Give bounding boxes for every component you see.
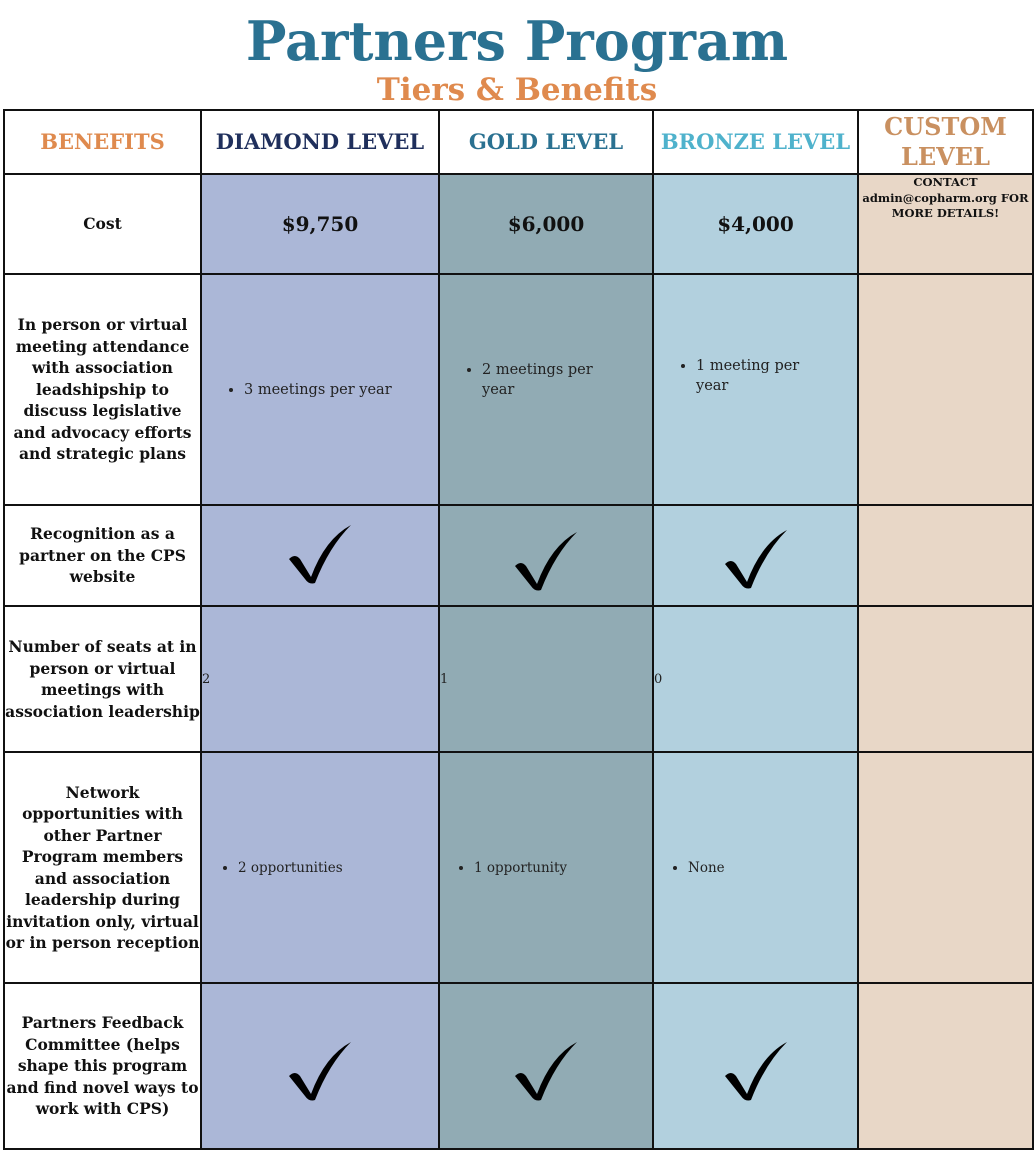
diamond-feedback <box>201 983 439 1149</box>
list-item: • 2 opportunities <box>238 858 438 878</box>
row-label-cost: Cost <box>4 174 201 274</box>
custom-network <box>858 752 1033 983</box>
gold-recognition <box>439 505 653 606</box>
row-label-feedback: Partners Feedback Committee (helps shape this program and find novel ways to work with CPS) <box>4 983 201 1149</box>
checkmark-icon <box>285 1038 355 1104</box>
gold-seats: 1 <box>439 606 653 752</box>
custom-meetings <box>858 274 1033 505</box>
diamond-cost: $9,750 <box>201 174 439 274</box>
checkmark-icon <box>721 1038 791 1104</box>
custom-contact-note <box>858 174 1033 274</box>
bronze-seats: 0 <box>653 606 858 752</box>
diamond-recognition <box>201 505 439 606</box>
checkmark-icon <box>511 528 581 594</box>
table-row-recognition <box>4 505 1033 606</box>
list-item: • 1 meeting per year <box>696 356 817 396</box>
bronze-cost: $4,000 <box>653 174 858 274</box>
custom-contact-text: CONTACT admin@copharm.org FOR MORE DETAILS! <box>862 175 1029 220</box>
header-diamond-level: DIAMOND LEVEL <box>201 110 439 174</box>
table-row-network <box>4 752 1033 983</box>
header-bronze-level: BRONZE LEVEL <box>653 110 858 174</box>
gold-network <box>439 752 653 983</box>
row-label-seats: Number of seats at in person or virtual meetings with association leadership <box>4 606 201 752</box>
header-row <box>4 110 1033 174</box>
bronze-meetings <box>653 274 858 505</box>
header-custom-level: CUSTOM LEVEL <box>858 110 1033 174</box>
custom-seats <box>858 606 1033 752</box>
bronze-feedback <box>653 983 858 1149</box>
gold-feedback <box>439 983 653 1149</box>
list-item: • 3 meetings per year <box>244 380 438 400</box>
table-row-meetings <box>4 274 1033 505</box>
checkmark-icon <box>511 1038 581 1104</box>
checkmark-icon <box>285 521 355 587</box>
list-item: • None <box>688 858 857 878</box>
table-row-seats <box>4 606 1033 752</box>
header-gold-level: GOLD LEVEL <box>439 110 653 174</box>
gold-meetings <box>439 274 653 505</box>
table-row-feedback <box>4 983 1033 1149</box>
gold-cost: $6,000 <box>439 174 653 274</box>
custom-feedback <box>858 983 1033 1149</box>
page-title: Partners Program <box>245 9 789 73</box>
row-label-network: Network opportunities with other Partner Program members and association leadership during invitation only, virtual or in person reception <box>4 752 201 983</box>
custom-recognition <box>858 505 1033 606</box>
bronze-network <box>653 752 858 983</box>
table-row-cost <box>4 174 1033 274</box>
diamond-network <box>201 752 439 983</box>
row-label-recognition: Recognition as a partner on the CPS website <box>4 505 201 606</box>
tiers-table <box>3 109 1034 1150</box>
diamond-seats: 2 <box>201 606 439 752</box>
list-item: • 2 meetings per year <box>482 360 612 400</box>
bronze-recognition <box>653 505 858 606</box>
row-label-meetings: In person or virtual meeting attendance with association leadshipship to discuss legislative and advocacy efforts and strategic plans <box>4 274 201 505</box>
checkmark-icon <box>721 526 791 592</box>
list-item: • 1 opportunity <box>474 858 652 878</box>
page-subtitle: Tiers & Benefits <box>376 72 658 108</box>
header-benefits: BENEFITS <box>4 110 201 174</box>
diamond-meetings <box>201 274 439 505</box>
